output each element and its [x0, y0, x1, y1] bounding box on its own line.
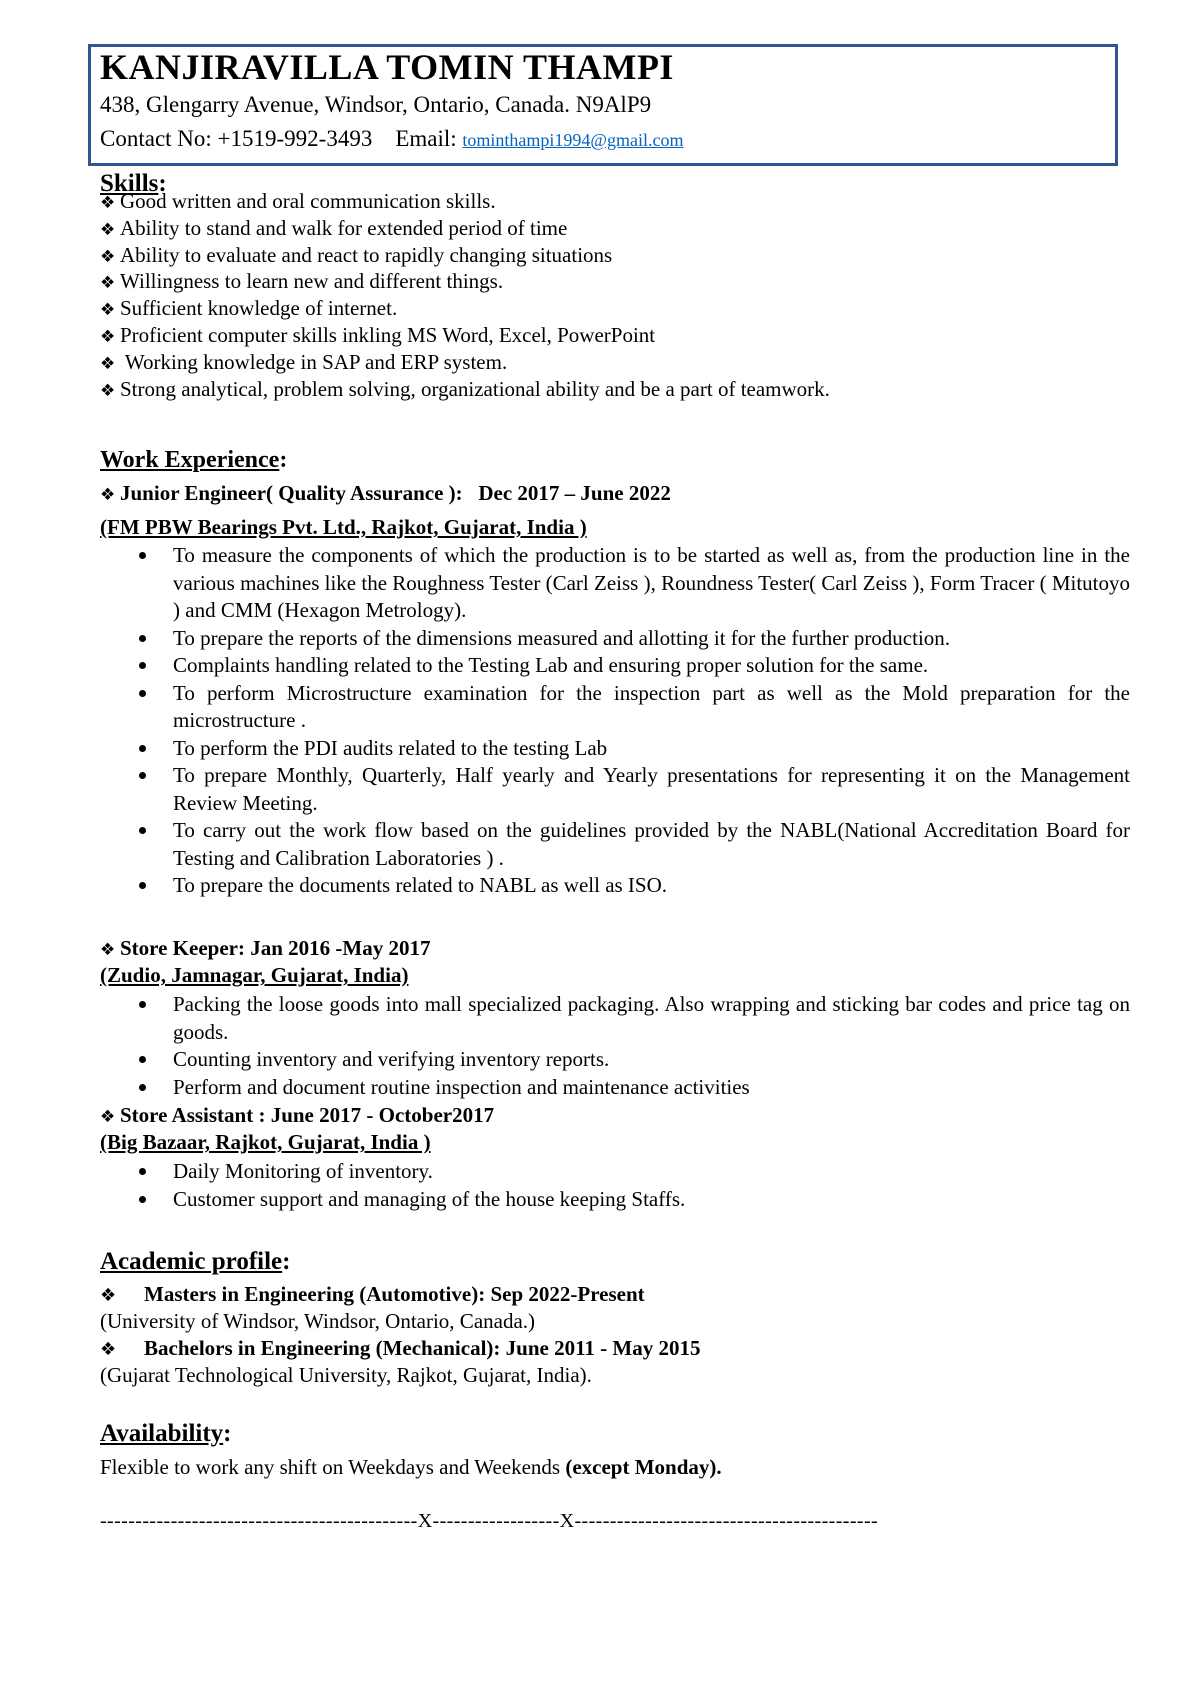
candidate-name: KANJIRAVILLA TOMIN THAMPI	[100, 47, 674, 87]
diamond-bullet-icon: ❖	[100, 300, 116, 320]
skill-item: ❖ Proficient computer skills inkling MS Word, Excel, PowerPoint	[100, 323, 656, 347]
job-duties-list	[100, 991, 1130, 1101]
work-experience-heading: Work Experience:	[100, 447, 288, 473]
contact-number: Contact No: +1519-992-3493	[100, 126, 373, 151]
diamond-bullet-icon: ❖	[100, 327, 116, 347]
diamond-bullet-icon: ❖	[100, 1339, 117, 1360]
list-item: To perform Microstructure examination for the inspection part as well as the Mold preparation for the microstructure .	[100, 680, 1130, 735]
institution: (University of Windsor, Windsor, Ontario, Canada.)	[100, 1309, 536, 1333]
diamond-bullet-icon: ❖	[100, 485, 116, 505]
institution: (Gujarat Technological University, Rajkot, Gujarat, India).	[100, 1363, 592, 1387]
list-item: To carry out the work flow based on the guidelines provided by the NABL(National Accreditation Board for Testing and Calibration Laboratories ) .	[100, 817, 1130, 872]
job-company: (Big Bazaar, Rajkot, Gujarat, India )	[100, 1130, 431, 1154]
list-item: To perform the PDI audits related to the testing Lab	[100, 735, 1130, 763]
email-link[interactable]: tominthampi1994@gmail.com	[462, 130, 684, 150]
job-title: ❖ Store Keeper: Jan 2016 -May 2017	[100, 936, 431, 960]
availability-heading: Availability:	[100, 1420, 232, 1447]
list-item: To prepare the documents related to NABL as well as ISO.	[100, 872, 1130, 900]
list-item: Packing the loose goods into mall specialized packaging. Also wrapping and sticking bar codes and price tag on goods.	[100, 991, 1130, 1046]
list-item: Daily Monitoring of inventory.	[100, 1158, 1130, 1186]
diamond-bullet-icon: ❖	[100, 1285, 117, 1306]
job-title: ❖ Store Assistant : June 2017 - October2017	[100, 1103, 495, 1127]
diamond-bullet-icon: ❖	[100, 220, 116, 240]
footer-divider: ---------------------------------------------X------------------X-------------------------------------------	[100, 1510, 879, 1532]
contact-line	[100, 126, 683, 152]
list-item: Perform and document routine inspection and maintenance activities	[100, 1074, 1130, 1102]
diamond-bullet-icon: ❖	[100, 940, 116, 960]
skill-item: ❖ Willingness to learn new and different things.	[100, 269, 504, 293]
skill-item: ❖ Sufficient knowledge of internet.	[100, 296, 398, 320]
list-item: To prepare Monthly, Quarterly, Half yearly and Yearly presentations for representing it on the Management Review Meeting.	[100, 762, 1130, 817]
diamond-bullet-icon: ❖	[100, 381, 116, 401]
diamond-bullet-icon: ❖	[100, 193, 116, 213]
skills-heading: Skills:	[100, 170, 167, 197]
skill-item: ❖ Working knowledge in SAP and ERP system.	[100, 350, 508, 374]
academic-heading: Academic profile:	[100, 1248, 291, 1275]
diamond-bullet-icon: ❖	[100, 354, 116, 374]
availability-text: Flexible to work any shift on Weekdays and Weekends (except Monday).	[100, 1455, 722, 1479]
email-label: Email:	[395, 126, 457, 151]
skill-item: ❖ Strong analytical, problem solving, organizational ability and be a part of teamwork.	[100, 377, 830, 401]
list-item: Counting inventory and verifying inventory reports.	[100, 1046, 1130, 1074]
skill-item: ❖ Ability to evaluate and react to rapidly changing situations	[100, 243, 613, 267]
list-item: Complaints handling related to the Testing Lab and ensuring proper solution for the same.	[100, 652, 1130, 680]
job-title: ❖ Junior Engineer( Quality Assurance ): Dec 2017 – June 2022	[100, 481, 671, 505]
diamond-bullet-icon: ❖	[100, 273, 116, 293]
job-duties-list	[100, 542, 1130, 900]
list-item: To measure the components of which the production is to be started as well as, from the production line in the various machines like the Roughness Tester (Carl Zeiss ), Roundness Tester( Carl Zeiss ), Form Tracer ( Mitutoyo ) and CMM (Hexagon Metrology).	[100, 542, 1130, 625]
job-company: (FM PBW Bearings Pvt. Ltd., Rajkot, Gujarat, India )	[100, 515, 587, 539]
skill-item: ❖ Ability to stand and walk for extended period of time	[100, 216, 568, 240]
job-duties-list	[100, 1158, 1130, 1213]
list-item: Customer support and managing of the house keeping Staffs.	[100, 1186, 1130, 1214]
degree-title: ❖ Bachelors in Engineering (Mechanical): June 2011 - May 2015	[100, 1336, 701, 1360]
degree-title: ❖ Masters in Engineering (Automotive): Sep 2022-Present	[100, 1282, 645, 1306]
diamond-bullet-icon: ❖	[100, 1107, 116, 1127]
skill-item: ❖ Good written and oral communication skills.	[100, 189, 496, 213]
diamond-bullet-icon: ❖	[100, 247, 116, 267]
job-company: (Zudio, Jamnagar, Gujarat, India)	[100, 963, 409, 987]
list-item: To prepare the reports of the dimensions measured and allotting it for the further production.	[100, 625, 1130, 653]
address: 438, Glengarry Avenue, Windsor, Ontario, Canada. N9AlP9	[100, 92, 652, 117]
